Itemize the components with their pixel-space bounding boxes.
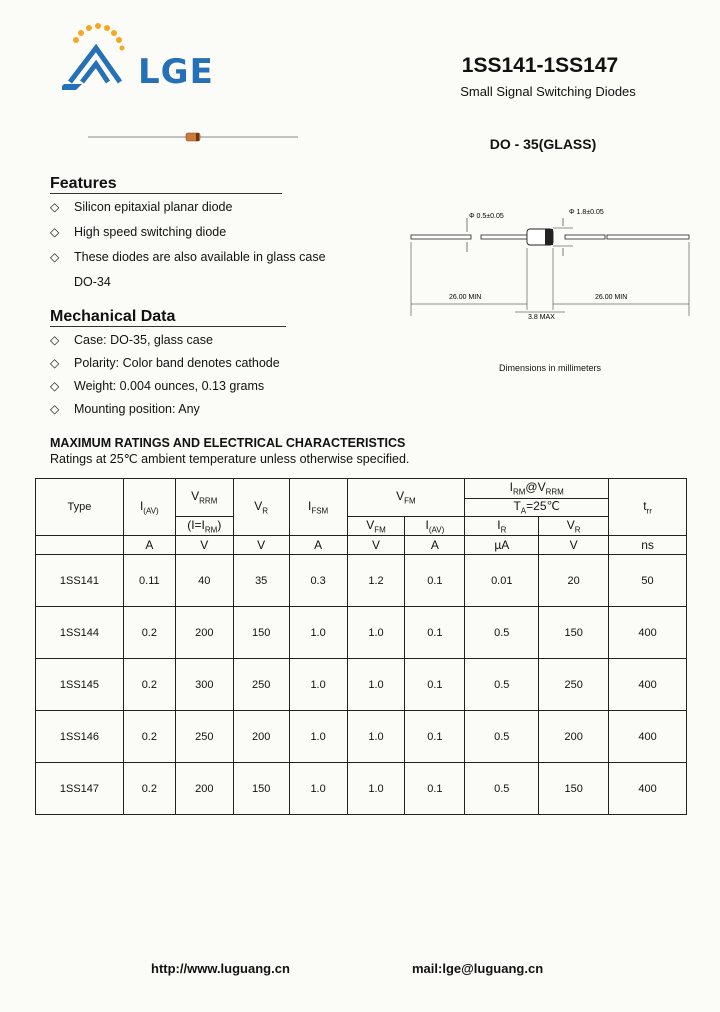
table-cell: 150: [539, 763, 609, 815]
units-row: [36, 536, 687, 555]
table-cell: 0.1: [405, 711, 465, 763]
table-cell: 0.3: [289, 555, 347, 607]
list-item: ◇ Mounting position: Any: [50, 402, 200, 416]
diamond-bullet-icon: ◇: [50, 356, 60, 370]
unit-cell: V: [539, 536, 609, 555]
table-cell: 1.0: [289, 711, 347, 763]
table-cell: 1.0: [347, 711, 405, 763]
table-cell: 0.11: [123, 555, 175, 607]
body-diameter-label: Φ 1.8±0.05: [569, 209, 604, 216]
table-cell: 250: [233, 659, 289, 711]
dimension-caption: Dimensions in millimeters: [498, 363, 602, 373]
table-cell: 0.1: [405, 555, 465, 607]
table-cell: 1.0: [289, 659, 347, 711]
table-cell: 20: [539, 555, 609, 607]
features-list: [50, 199, 326, 299]
table-cell: 150: [233, 763, 289, 815]
table-cell: 200: [175, 607, 233, 659]
unit-cell: µA: [465, 536, 539, 555]
features-heading: Features: [50, 175, 282, 194]
header-trr: $t_{rr}$: [609, 479, 687, 536]
lead-length-right-label: 26.00 MIN: [595, 294, 628, 301]
unit-cell: V: [233, 536, 289, 555]
table-cell: 0.5: [465, 659, 539, 711]
header-vfm: $V_{FM}$: [347, 479, 465, 517]
table-cell: 400: [609, 607, 687, 659]
logo-mark-icon: [62, 22, 142, 102]
table-cell: 0.5: [465, 763, 539, 815]
table-cell: 400: [609, 763, 687, 815]
diamond-bullet-icon: ◇: [50, 402, 60, 416]
table-cell: 400: [609, 711, 687, 763]
header-vfm-current: $I_{(AV)}$: [405, 517, 465, 536]
table-cell: 0.2: [123, 763, 175, 815]
table-cell: 0.1: [405, 659, 465, 711]
table-cell: 0.01: [465, 555, 539, 607]
mechanical-list: [50, 332, 280, 424]
diode-photo-image: [88, 128, 298, 146]
header-vfm-voltage: $V_{FM}$: [347, 517, 405, 536]
unit-cell: V: [175, 536, 233, 555]
table-row: [36, 659, 687, 711]
list-item: ◇ These diodes are also available in glass case: [50, 250, 326, 264]
ratings-note: Ratings at 25℃ ambient temperature unless otherwise specified.: [50, 452, 410, 466]
header-irm: $I_{RM}@V_{RRM}$: [465, 479, 609, 499]
table-cell: 35: [233, 555, 289, 607]
header-ifsm: $I_{FSM}$: [289, 479, 347, 536]
table-cell: 300: [175, 659, 233, 711]
ratings-table: [35, 478, 687, 815]
company-logo: [62, 22, 242, 102]
table-row: [36, 607, 687, 659]
logo-text: LGE: [138, 52, 214, 92]
cell-type: 1SS141: [36, 555, 124, 607]
unit-cell: V: [347, 536, 405, 555]
ratings-heading: MAXIMUM RATINGS AND ELECTRICAL CHARACTERISTICS: [50, 436, 406, 450]
table-cell: 0.2: [123, 607, 175, 659]
table-cell: 200: [539, 711, 609, 763]
list-item: DO-34: [74, 275, 111, 289]
unit-cell: A: [123, 536, 175, 555]
table-cell: 250: [175, 711, 233, 763]
unit-cell: A: [289, 536, 347, 555]
table-row: [36, 555, 687, 607]
header-iav: $I_{(AV)}$: [123, 479, 175, 536]
table-cell: 200: [175, 763, 233, 815]
list-item: ◇ Case: DO-35, glass case: [50, 333, 213, 347]
table-cell: 0.2: [123, 659, 175, 711]
table-cell: 150: [539, 607, 609, 659]
table-cell: 400: [609, 659, 687, 711]
table-cell: 0.1: [405, 763, 465, 815]
table-cell: 1.0: [289, 607, 347, 659]
cell-type: 1SS144: [36, 607, 124, 659]
list-item: ◇ High speed switching diode: [50, 225, 227, 239]
lead-length-left-label: 26.00 MIN: [449, 294, 482, 301]
footer-website-link[interactable]: http://www.luguang.cn: [151, 961, 290, 976]
header-vr-test: $V_R$: [539, 517, 609, 536]
table-cell: 40: [175, 555, 233, 607]
table-cell: 250: [539, 659, 609, 711]
dimension-drawing: [405, 198, 695, 328]
diamond-bullet-icon: ◇: [50, 200, 60, 214]
table-row: [36, 711, 687, 763]
table-cell: 0.1: [405, 607, 465, 659]
cell-type: 1SS146: [36, 711, 124, 763]
footer-email-link[interactable]: mail:lge@luguang.cn: [412, 961, 544, 976]
list-item: ◇ Silicon epitaxial planar diode: [50, 200, 233, 214]
document-title: 1SS141-1SS147: [461, 54, 619, 77]
lead-diameter-label: Φ 0.5±0.05: [469, 213, 504, 220]
table-cell: 0.2: [123, 711, 175, 763]
list-item: ◇ Weight: 0.004 ounces, 0.13 grams: [50, 379, 265, 393]
mechanical-heading: Mechanical Data: [50, 308, 286, 327]
package-label: DO - 35(GLASS): [489, 136, 597, 152]
diamond-bullet-icon: ◇: [50, 250, 60, 264]
unit-cell: A: [405, 536, 465, 555]
document-subtitle: Small Signal Switching Diodes: [460, 84, 636, 99]
list-item: ◇ Polarity: Color band denotes cathode: [50, 356, 280, 370]
header-ta: $T_A=25℃$: [465, 499, 609, 517]
unit-cell: ns: [609, 536, 687, 555]
cell-type: 1SS145: [36, 659, 124, 711]
table-row: [36, 763, 687, 815]
diamond-bullet-icon: ◇: [50, 379, 60, 393]
table-cell: 200: [233, 711, 289, 763]
table-cell: 1.0: [289, 763, 347, 815]
table-cell: 0.5: [465, 607, 539, 659]
table-cell: 1.0: [347, 659, 405, 711]
table-cell: 50: [609, 555, 687, 607]
cell-type: 1SS147: [36, 763, 124, 815]
table-cell: 1.0: [347, 763, 405, 815]
header-type: Type: [36, 479, 124, 536]
header-vrrm: $V_{RRM}$: [175, 479, 233, 517]
body-length-label: 3.8 MAX: [528, 314, 555, 321]
diamond-bullet-icon: ◇: [50, 225, 60, 239]
header-ir: $I_R$: [465, 517, 539, 536]
table-cell: 150: [233, 607, 289, 659]
header-vrrm-condition: $(I=I_{RM})$: [175, 517, 233, 536]
table-cell: 1.2: [347, 555, 405, 607]
header-vr: $V_R$: [233, 479, 289, 536]
diamond-bullet-icon: ◇: [50, 333, 60, 347]
table-cell: 0.5: [465, 711, 539, 763]
table-cell: 1.0: [347, 607, 405, 659]
